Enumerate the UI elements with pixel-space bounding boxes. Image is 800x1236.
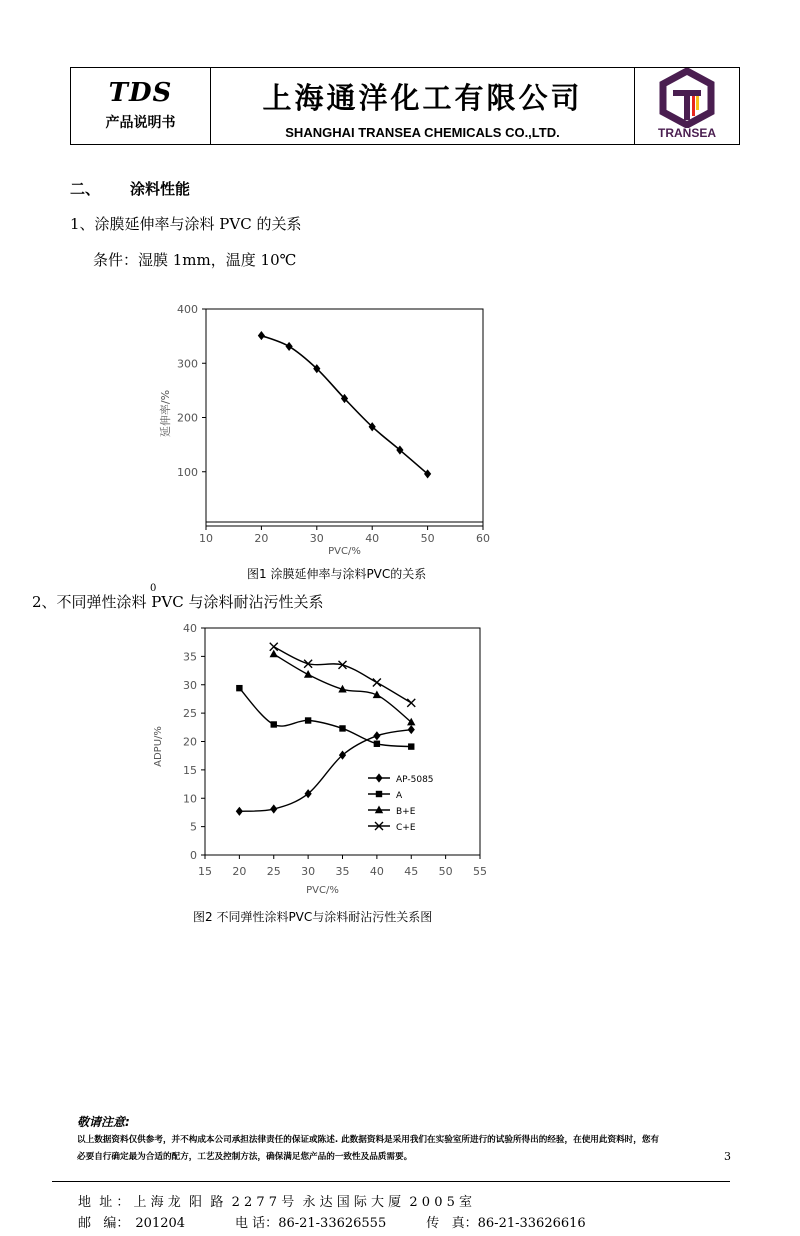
series-line (239, 688, 411, 746)
legend-marker (375, 773, 382, 782)
series-line (239, 730, 411, 812)
document-header (70, 67, 740, 145)
item2-title-text: 2、不同弹性涂料 PVC 与涂料耐沾污性关系 (32, 593, 324, 611)
y-tick-label: 40 (183, 622, 197, 635)
x-tick-label: 50 (420, 532, 435, 545)
x-tick-label: 10 (199, 532, 213, 545)
y-tick-label: 30 (183, 678, 197, 692)
x-tick-label: 50 (438, 865, 453, 878)
data-point (236, 685, 242, 691)
y-tick-label: 10 (183, 792, 197, 806)
x-tick-label: 20 (254, 532, 269, 545)
x-tick-label: 15 (198, 865, 212, 878)
data-point (258, 331, 265, 340)
series-line (274, 647, 412, 703)
y-tick-label: 300 (177, 357, 198, 371)
x-axis-label: PVC/% (306, 885, 339, 896)
data-point (305, 789, 312, 798)
section-number: 二、 (70, 180, 101, 198)
x-tick-label: 30 (301, 865, 316, 878)
footer-address: 地 址 ： 上 海 龙 阳 路 2 2 7 7 号 永 达 国 际 大 厦 2 0 0 5 室 (78, 1195, 473, 1210)
data-point (270, 643, 278, 651)
data-point (305, 717, 311, 723)
legend-marker (376, 791, 382, 797)
company-block (211, 68, 635, 144)
company-name-en: SHANGHAI TRANSEA CHEMICALS CO.,LTD. (285, 125, 560, 140)
data-point (286, 342, 293, 351)
transea-logo-icon (635, 68, 739, 128)
x-tick-label: 35 (335, 865, 350, 878)
figure1-caption: 图1 涂膜延伸率与涂料PVC的关系 (247, 567, 427, 581)
item2-superscript: 0 (150, 583, 157, 594)
item1-title: 1、涂膜延伸率与涂料 PVC 的关系 (70, 215, 302, 233)
data-point (236, 807, 243, 816)
footer-contact (78, 1212, 586, 1231)
x-tick-label: 45 (404, 865, 419, 878)
x-tick-label: 60 (476, 532, 490, 545)
y-axis-label: ADPU/% (153, 726, 164, 767)
page-number: 3 (724, 1150, 731, 1163)
logo-text: TRANSEA (657, 126, 716, 140)
figure2-caption: 图2 不同弹性涂料PVC与涂料耐沾污性关系图 (193, 910, 433, 924)
tds-title: TDS (108, 78, 173, 108)
section-title: 涂料性能 (130, 180, 191, 198)
legend-label: A (396, 791, 403, 801)
x-axis-label: PVC/% (328, 546, 361, 557)
data-point (270, 650, 278, 658)
x-tick-label: 40 (365, 532, 380, 545)
data-point (374, 741, 380, 747)
x-tick-label: 25 (266, 865, 281, 878)
fax-value: 86-21-33626616 (477, 1216, 586, 1231)
series-line (261, 336, 427, 474)
legend-label: AP-5085 (396, 775, 434, 785)
notice-body: 以上数据资料仅供参考，并不构成本公司承担法律责任的保证或陈述. 此数据资料是采用我们在实验室所进行的试验所得出的经验，在使用此资料时，您有必要自行确定最为合适的配方，工艺及控制方法，确保满足您产品的一致性及品质需要。 (77, 1135, 660, 1162)
data-point (270, 804, 277, 813)
item2-title (32, 583, 324, 612)
chart-elongation-vs-pvc (0, 290, 800, 590)
tel-label: 电 话： (235, 1216, 279, 1231)
y-tick-label: 15 (183, 763, 197, 777)
postcode-label: 邮 编： (78, 1216, 130, 1231)
data-point (271, 721, 277, 727)
data-point (373, 678, 381, 686)
company-name-cn: 上海通洋化工有限公司 (262, 81, 583, 115)
plot-frame (206, 309, 483, 526)
section-heading (70, 178, 190, 199)
item1-condition: 条件：湿膜 1mm，温度 10℃ (93, 251, 297, 269)
x-tick-label: 30 (309, 532, 324, 545)
tel-value: 86-21-33626555 (278, 1216, 387, 1231)
x-tick-label: 20 (232, 865, 247, 878)
notice-block (77, 1113, 667, 1166)
fax-label: 传 真： (426, 1216, 478, 1231)
data-point (408, 725, 415, 734)
y-tick-label: 100 (177, 465, 198, 479)
data-point (408, 743, 414, 749)
tds-subtitle: 产品说明书 (105, 115, 176, 131)
plot-frame (205, 628, 480, 855)
chart-adpu-vs-pvc (0, 610, 800, 910)
data-point (396, 445, 403, 454)
y-tick-label: 200 (177, 411, 198, 425)
y-tick-label: 400 (177, 303, 198, 316)
y-tick-label: 25 (183, 707, 197, 721)
data-point (407, 699, 415, 707)
data-point (373, 731, 380, 740)
y-axis-label: 延伸率/% (159, 389, 172, 438)
x-tick-label: 40 (369, 865, 384, 878)
footer-divider (52, 1181, 730, 1182)
logo-block (635, 68, 739, 144)
legend-label: C+E (396, 823, 416, 833)
postcode-value: 201204 (135, 1216, 186, 1231)
data-point (339, 725, 345, 731)
x-tick-label: 55 (473, 865, 487, 878)
y-tick-label: 0 (190, 849, 197, 862)
tds-block (71, 68, 211, 144)
notice-title: 敬请注意: (77, 1115, 130, 1129)
legend-label: B+E (396, 807, 416, 817)
data-point (304, 670, 312, 678)
y-tick-label: 20 (183, 735, 197, 749)
y-tick-label: 35 (183, 650, 197, 664)
y-tick-label: 5 (190, 820, 197, 834)
